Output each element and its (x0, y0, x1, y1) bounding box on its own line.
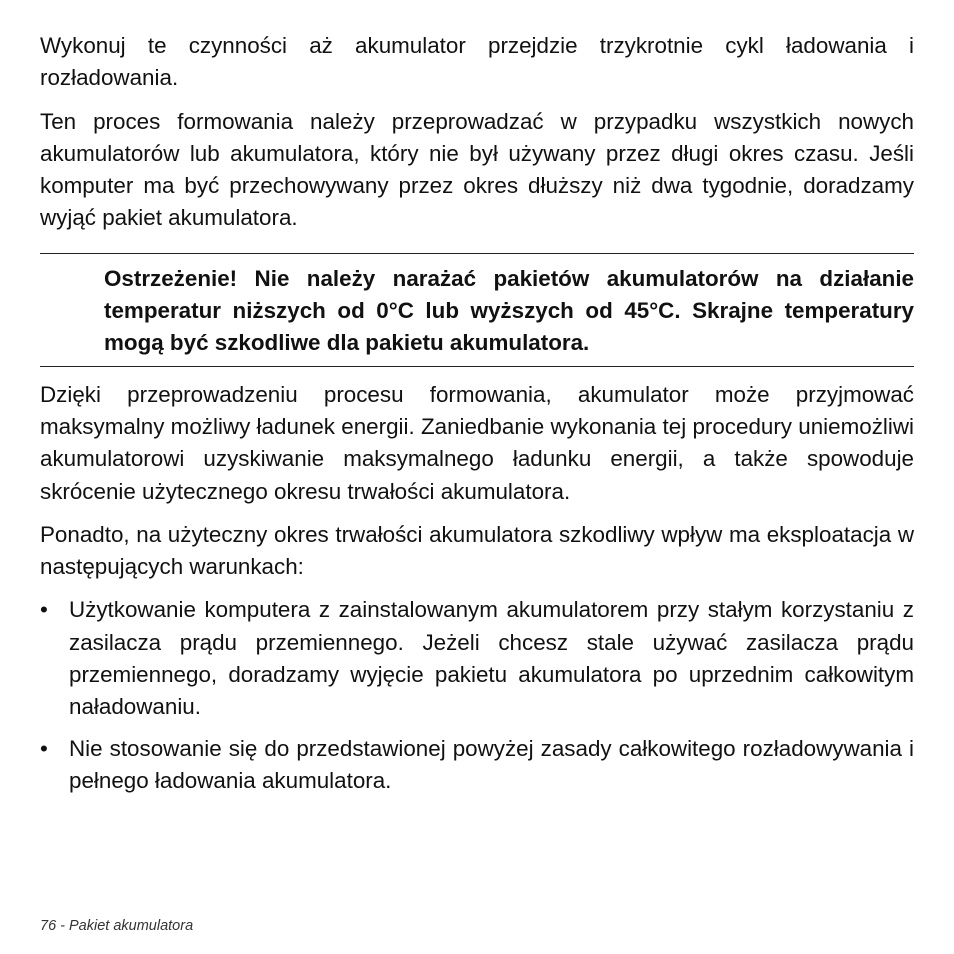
conditions-list (40, 594, 914, 797)
paragraph-process: Ten proces formowania należy przeprowadzać w przypadku wszystkich nowych akumulatorów lub akumulatora, który nie był używany przez długi okres czasu. Jeśli komputer ma być przechowywany przez okres dłuższy niż dwa tygodnie, doradzamy wyjąć pakiet akumulatora. (40, 108, 914, 231)
paragraph-benefit: Dzięki przeprowadzeniu procesu formowania, akumulator może przyjmować maksymalny możliwy ładunek energii. Zaniedbanie wykonania tej procedury uniemożliwi akumulatorowi uzyskiwanie maksymalnego ładunku energii, a także spowoduje skrócenie użytecznego okresu trwałości akumulatora. (40, 381, 914, 504)
list-item-text: Nie stosowanie się do przedstawionej powyżej zasady całkowitego rozładowywania i pełnego ładowania akumulatora. (69, 735, 914, 793)
list-item (40, 733, 914, 798)
list-item (40, 594, 914, 723)
paragraph-intro: Wykonuj te czynności aż akumulator przejdzie trzykrotnie cykl ładowania i rozładowania. (40, 33, 914, 91)
paragraph-conditions-intro: Ponadto, na użyteczny okres trwałości akumulatora szkodliwy wpływ ma eksploatacja w następujących warunkach: (40, 521, 914, 580)
warning-box (40, 253, 914, 367)
list-item-text: Użytkowanie komputera z zainstalowanym akumulatorem przy stałym korzystaniu z zasilacza prądu przemiennego. Jeżeli chcesz stale używać zasilacza prądu przemiennego, doradzamy wyjęcie pakietu akumulatora po uprzednim całkowitym naładowaniu. (69, 597, 914, 720)
warning-text: Ostrzeżenie! Nie należy narażać pakietów akumulatorów na działanie temperatur niższych od 0°C lub wyższych od 45°C. Skrajne temperatury mogą być szkodliwe dla pakietu akumulatora. (104, 265, 914, 356)
page-footer: 76 - Pakiet akumulatora (40, 918, 194, 934)
bullet-icon: • (40, 597, 48, 623)
bullet-icon: • (40, 735, 48, 761)
document-page (40, 30, 914, 806)
